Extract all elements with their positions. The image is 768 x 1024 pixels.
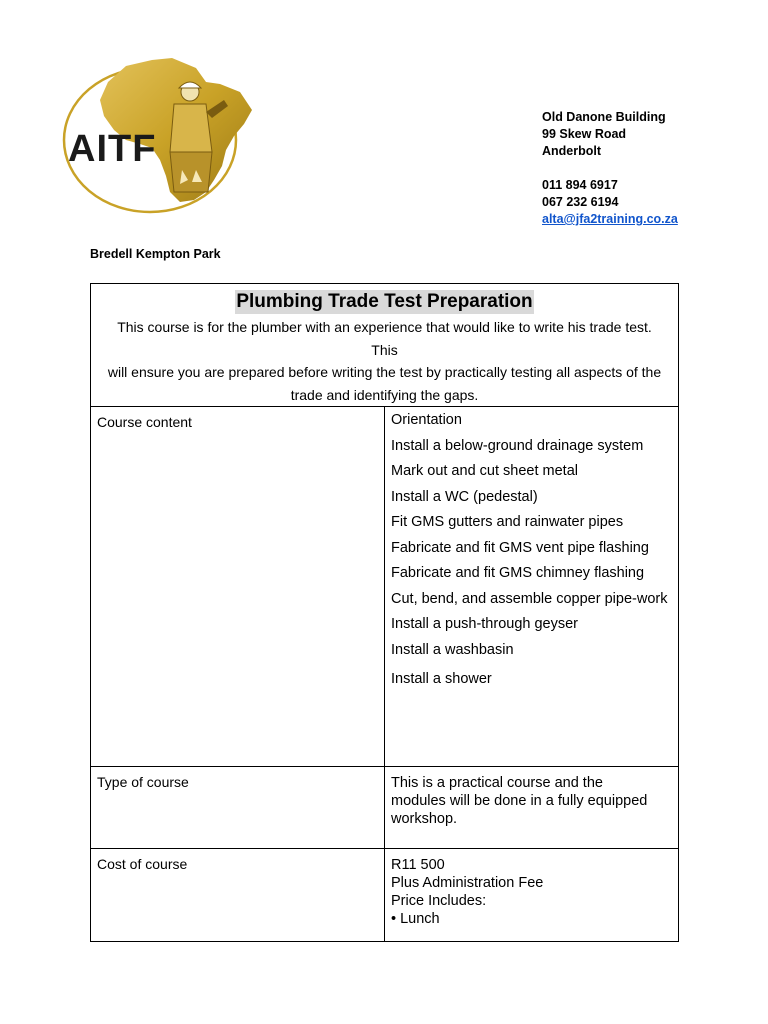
content-label: Course content	[91, 407, 385, 767]
cost-line: Plus Administration Fee	[391, 875, 544, 891]
type-value	[385, 767, 679, 849]
phone-1: 011 894 6917	[542, 178, 618, 192]
module-item: Install a washbasin	[391, 641, 514, 658]
address-line-1: Old Danone Building	[542, 110, 666, 124]
cost-line: • Lunch	[391, 911, 440, 927]
table-row	[91, 767, 679, 849]
cost-value	[385, 849, 679, 942]
type-label: Type of course	[91, 767, 385, 849]
type-line: This is a practical course and the	[391, 775, 603, 791]
address-line-3: Anderbolt	[542, 144, 602, 158]
module-item: Install a below-ground drainage system	[391, 437, 644, 454]
spacer	[542, 160, 678, 177]
course-header-cell	[91, 284, 679, 407]
type-line: workshop.	[391, 811, 458, 827]
course-intro	[103, 316, 666, 406]
module-item: Install a push-through geyser	[391, 616, 578, 632]
email-link[interactable]: alta@jfa2training.co.za	[542, 212, 678, 226]
table-row	[91, 407, 679, 767]
intro-line: trade and identifying the gaps.	[290, 386, 479, 403]
course-title: Plumbing Trade Test Preparation	[236, 291, 533, 312]
suburb-text: Bredell Kempton Park	[90, 247, 221, 261]
module-item: Cut, bend, and assemble copper pipe-work	[391, 590, 668, 607]
module-list	[385, 407, 679, 767]
course-table	[90, 283, 679, 942]
type-line: modules will be done in a fully equipped	[391, 793, 648, 809]
module-item: Fabricate and fit GMS chimney flashing	[391, 565, 645, 581]
module-item: Fabricate and fit GMS vent pipe flashing	[391, 539, 649, 556]
phone-2: 067 232 6194	[542, 195, 619, 209]
module-item: Mark out and cut sheet metal	[391, 463, 578, 479]
cost-label: Cost of course	[91, 849, 385, 942]
table-row	[91, 849, 679, 942]
intro-line: This course is for the plumber with an experience that would like to write his trade test. This	[117, 319, 652, 358]
intro-line: will ensure you are prepared before writing the test by practically testing all aspects of the	[107, 364, 662, 380]
address-line-2: 99 Skew Road	[542, 127, 627, 141]
module-item: Install a WC (pedestal)	[391, 488, 538, 505]
module-item: Install a shower	[391, 670, 492, 687]
module-item: Fit GMS gutters and rainwater pipes	[391, 514, 624, 530]
contact-block	[542, 109, 678, 228]
module-item: Orientation	[391, 412, 462, 428]
cost-line: R11 500	[391, 857, 445, 873]
cost-line: Price Includes:	[391, 893, 487, 909]
logo-wordmark: AITF	[68, 128, 157, 170]
